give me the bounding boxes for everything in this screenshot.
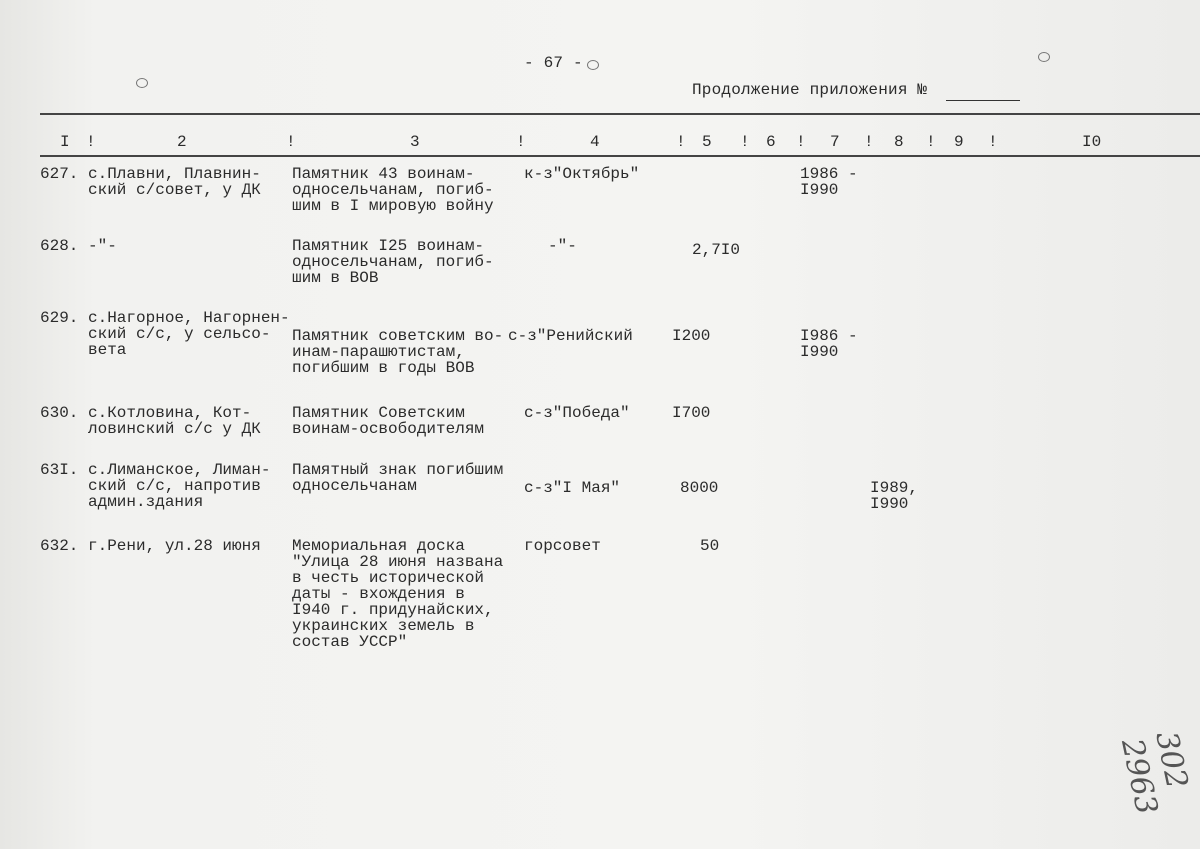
col-header-10: I0 bbox=[1082, 133, 1102, 151]
punch-hole-left bbox=[136, 78, 148, 88]
row-col5: I700 bbox=[672, 404, 711, 422]
row-col5: 2,7I0 bbox=[692, 241, 741, 259]
row-location: с.Нагорное, Нагорнен- ский с/с, у сельсо- вета bbox=[88, 309, 290, 359]
row-col7: 1986 - I990 bbox=[800, 165, 858, 199]
row-number: 630. bbox=[40, 404, 79, 422]
row-monument: Памятник советским во- инам-парашютистам, погибшим в годы ВОВ bbox=[292, 327, 504, 377]
row-col5: 50 bbox=[700, 537, 720, 555]
row-location: с.Лиманское, Лиман- ский с/с, напротив админ.здания bbox=[88, 461, 271, 511]
col-separator: ! bbox=[516, 133, 526, 151]
row-location: -"- bbox=[88, 237, 117, 255]
col-header-3: 3 bbox=[410, 133, 420, 151]
row-owner: к-з"Октябрь" bbox=[524, 165, 640, 183]
col-separator: ! bbox=[676, 133, 686, 151]
row-col7: I986 - I990 bbox=[800, 327, 858, 361]
row-monument: Памятник I25 воинам- односельчанам, погиб- шим в ВОВ bbox=[292, 237, 494, 287]
row-number: 632. bbox=[40, 537, 79, 555]
row-owner: с-з"I Мая" bbox=[524, 479, 621, 497]
table-header-rule bbox=[40, 155, 1200, 157]
row-monument: Памятник 43 воинам- односельчанам, погиб- шим в I мировую войну bbox=[292, 165, 494, 215]
row-location: с.Плавни, Плавнин- ский с/совет, у ДК bbox=[88, 165, 261, 199]
row-owner: -"- bbox=[548, 237, 577, 255]
col-separator: ! bbox=[988, 133, 998, 151]
col-separator: ! bbox=[796, 133, 806, 151]
col-header-9: 9 bbox=[954, 133, 964, 151]
row-number: 627. bbox=[40, 165, 79, 183]
row-location: г.Рени, ул.28 июня bbox=[88, 537, 261, 555]
col-header-1: I bbox=[60, 133, 70, 151]
col-separator: ! bbox=[86, 133, 96, 151]
col-separator: ! bbox=[286, 133, 296, 151]
row-owner: горсовет bbox=[524, 537, 601, 555]
col-separator: ! bbox=[740, 133, 750, 151]
row-number: 628. bbox=[40, 237, 79, 255]
handwritten-sheet-number: 302 2963 bbox=[1114, 728, 1195, 818]
col-header-6: 6 bbox=[766, 133, 776, 151]
row-owner: с-з"Ренийский bbox=[508, 327, 633, 345]
col-separator: ! bbox=[926, 133, 936, 151]
row-monument: Памятник Советским воинам-освободителям bbox=[292, 404, 485, 438]
continuation-heading: Продолжение приложения № bbox=[692, 81, 928, 99]
row-number: 629. bbox=[40, 309, 79, 327]
row-monument: Памятный знак погибшим односельчанам bbox=[292, 461, 504, 495]
row-col5: 8000 bbox=[680, 479, 719, 497]
col-header-2: 2 bbox=[177, 133, 187, 151]
page-number: - 67 - bbox=[524, 54, 583, 72]
appendix-number-blank bbox=[946, 100, 1020, 101]
col-separator: ! bbox=[864, 133, 874, 151]
col-header-7: 7 bbox=[830, 133, 840, 151]
row-owner: с-з"Победа" bbox=[524, 404, 630, 422]
row-col5: I200 bbox=[672, 327, 711, 345]
punch-hole-right bbox=[1038, 52, 1050, 62]
col-header-5: 5 bbox=[702, 133, 712, 151]
punch-hole-center bbox=[587, 60, 599, 70]
row-number: 63I. bbox=[40, 461, 79, 479]
col-header-4: 4 bbox=[590, 133, 600, 151]
col-header-8: 8 bbox=[894, 133, 904, 151]
row-location: с.Котловина, Кот- ловинский с/с у ДК bbox=[88, 404, 261, 438]
table-top-rule bbox=[40, 113, 1200, 115]
row-col8: I989, I990 bbox=[870, 479, 919, 513]
row-monument: Мемориальная доска "Улица 28 июня названа в честь исторической даты - вхождения в I940 г. придунайских, украинских земель в состав УССР" bbox=[292, 537, 504, 651]
